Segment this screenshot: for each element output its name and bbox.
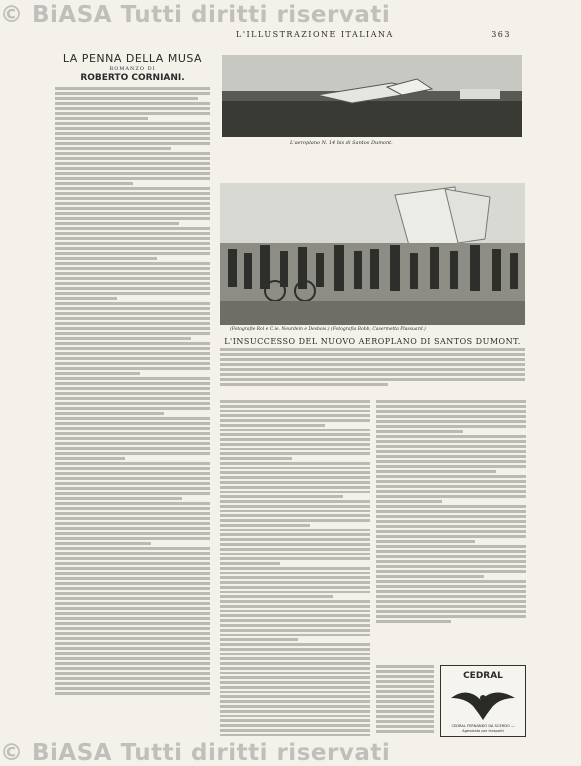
story-subtitle: ROMANZO DI — [109, 66, 156, 72]
article-title: L'INSUCCESSO DEL NUOVO AEROPLANO DI SANTOS DUMONT. — [224, 337, 521, 346]
story-body — [55, 87, 210, 695]
photo1-caption: L'aeroplano N. 14 bis di Santos Dumont. — [290, 140, 393, 146]
ad-brand: CEDRAL — [463, 671, 503, 681]
page-number: 363 — [491, 30, 511, 39]
watermark-top: © BiASA Tutti diritti riservati — [0, 2, 391, 28]
publication-title: L'ILLUSTRAZIONE ITALIANA — [236, 30, 394, 39]
aeroplane-crowd-photo — [220, 183, 525, 325]
aeroplane-photo-top — [222, 55, 522, 137]
page-header — [56, 30, 511, 42]
article-lead — [220, 348, 525, 386]
story-title: LA PENNA DELLA MUSA — [62, 52, 203, 65]
watermark-bottom: © BiASA Tutti diritti riservati — [0, 740, 391, 766]
ad-side-text — [376, 665, 434, 737]
left-column — [55, 50, 210, 735]
cedral-advertisement — [440, 665, 526, 737]
photo2-caption: (Fotografie Rol e C.ie. Neurdein e Desbois.) (Fotografia Bobb, Casermetta Plassuard.) — [230, 327, 426, 332]
middle-column — [220, 400, 370, 736]
story-author: ROBERTO CORNIANI. — [80, 73, 185, 83]
eagle-icon — [441, 684, 525, 724]
ad-footer: CEDRAL FERNANDO DA SCERDO — Agevolato per trasporti — [451, 724, 515, 733]
